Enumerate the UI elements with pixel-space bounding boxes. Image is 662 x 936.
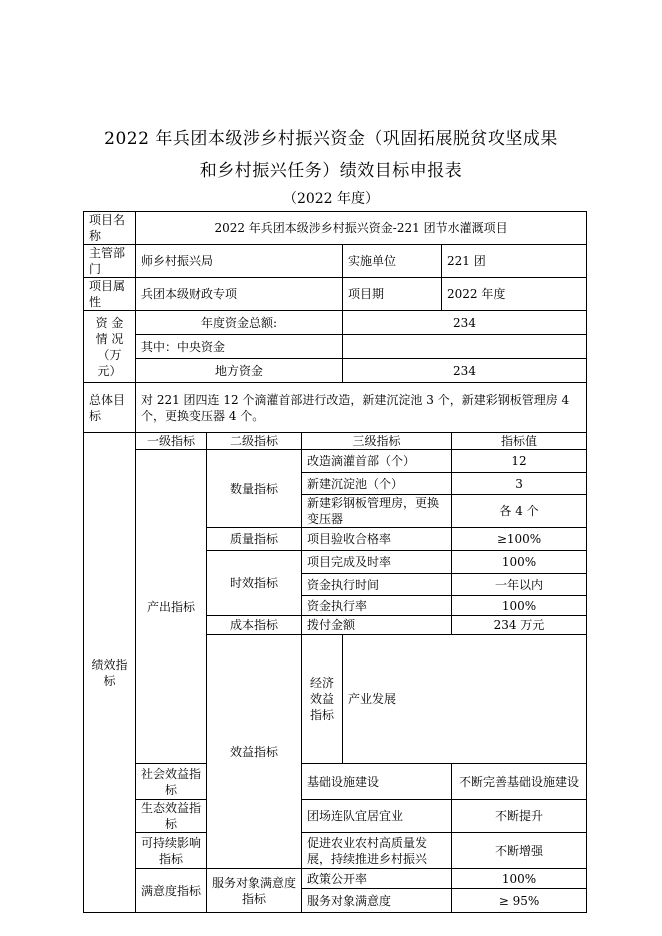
quality-indicator-label: 质量指标 (207, 528, 302, 551)
project-period-label: 项目期 (343, 278, 442, 311)
timeliness-item-2-value: 一年以内 (452, 574, 587, 596)
funds-central-value (343, 335, 587, 359)
sustainability-item-value: 不断增强 (452, 833, 587, 869)
impl-unit-label: 实施单位 (343, 245, 442, 278)
timeliness-item-1-name: 项目完成及时率 (302, 551, 452, 574)
funds-label: 资 金 情 况（万元） (84, 311, 136, 383)
quality-item-value: ≥100% (452, 528, 587, 551)
sustainability-indicator-label: 可持续影响指标 (136, 833, 207, 869)
satisfaction-indicator-label: 满意度指标 (136, 869, 207, 913)
benefit-indicator-label: 效益指标 (207, 635, 302, 869)
funds-local-label: 地方资金 (136, 359, 343, 383)
satisfaction-item-2-name: 服务对象满意度 (302, 889, 452, 913)
timeliness-item-1-value: 100% (452, 551, 587, 574)
perf-header-l3: 三级指标 (302, 433, 452, 450)
quantity-item-1-value: 12 (452, 450, 587, 473)
dept-label: 主管部门 (84, 245, 136, 278)
document-title-line-2: 和乡村振兴任务）绩效目标申报表 (199, 161, 463, 181)
sustainability-item-name: 促进农业农村高质量发展，持续推进乡村振兴 (302, 833, 452, 869)
funds-total-label: 年度资金总额: (136, 311, 343, 335)
project-attr-value: 兵团本级财政专项 (136, 278, 343, 311)
performance-target-table (83, 211, 587, 913)
timeliness-indicator-label: 时效指标 (207, 551, 302, 616)
satisfaction-item-2-value: ≥ 95% (452, 889, 587, 913)
ecological-item-value: 不断提升 (452, 800, 587, 833)
output-indicator-label: 产出指标 (136, 450, 207, 764)
satisfaction-item-1-value: 100% (452, 869, 587, 889)
overall-goal-label: 总体目标 (84, 383, 136, 433)
social-item-name: 基础设施建设 (302, 764, 452, 800)
cost-item-name: 拨付金额 (302, 616, 452, 635)
ecological-item-name: 团场连队宜居宜业 (302, 800, 452, 833)
perf-header-value: 指标值 (452, 433, 587, 450)
cost-item-value: 234 万元 (452, 616, 587, 635)
quantity-item-2-value: 3 (452, 473, 587, 495)
quality-item-name: 项目验收合格率 (302, 528, 452, 551)
funds-total-value: 234 (343, 311, 587, 335)
economic-indicator-label: 经济效益指标 (302, 635, 343, 764)
service-satisfaction-indicator-label: 服务对象满意度指标 (207, 869, 302, 913)
economic-item-name: 产业发展 (343, 635, 587, 764)
quantity-item-3-value: 各 4 个 (452, 495, 587, 528)
year-note: （2022 年度） (282, 191, 380, 207)
funds-local-value: 234 (343, 359, 587, 383)
timeliness-item-3-name: 资金执行率 (302, 596, 452, 616)
overall-goal-text: 对 221 团四连 12 个滴灌首部进行改造，新建沉淀池 3 个，新建彩钢板管理房 4 个，更换变压器 4 个。 (136, 383, 587, 433)
document-title-line-1: 2022 年兵团本级涉乡村振兴资金（巩固拓展脱贫攻坚成果 (104, 129, 558, 149)
quantity-indicator-label: 数量指标 (207, 450, 302, 528)
quantity-item-1-name: 改造滴灌首部（个） (302, 450, 452, 473)
impl-unit-value: 221 团 (442, 245, 587, 278)
quantity-item-2-name: 新建沉淀池（个） (302, 473, 452, 495)
project-period-value: 2022 年度 (442, 278, 587, 311)
ecological-indicator-label: 生态效益指标 (136, 800, 207, 833)
project-name-label: 项目名称 (84, 212, 136, 245)
social-indicator-label: 社会效益指标 (136, 764, 207, 800)
timeliness-item-2-name: 资金执行时间 (302, 574, 452, 596)
dept-value: 师乡村振兴局 (136, 245, 343, 278)
quantity-item-3-name: 新建彩钢板管理房，更换变压器 (302, 495, 452, 528)
funds-central-label: 其中：中央资金 (136, 335, 343, 359)
project-attr-label: 项目属性 (84, 278, 136, 311)
project-name-value: 2022 年兵团本级涉乡村振兴资金-221 团节水灌溉项目 (136, 212, 587, 245)
social-item-value: 不断完善基础设施建设 (452, 764, 587, 800)
cost-indicator-label: 成本指标 (207, 616, 302, 635)
satisfaction-item-1-name: 政策公开率 (302, 869, 452, 889)
timeliness-item-3-value: 100% (452, 596, 587, 616)
perf-header-l2: 二级指标 (207, 433, 302, 450)
perf-label: 绩效指标 (84, 433, 136, 913)
perf-header-l1: 一级指标 (136, 433, 207, 450)
